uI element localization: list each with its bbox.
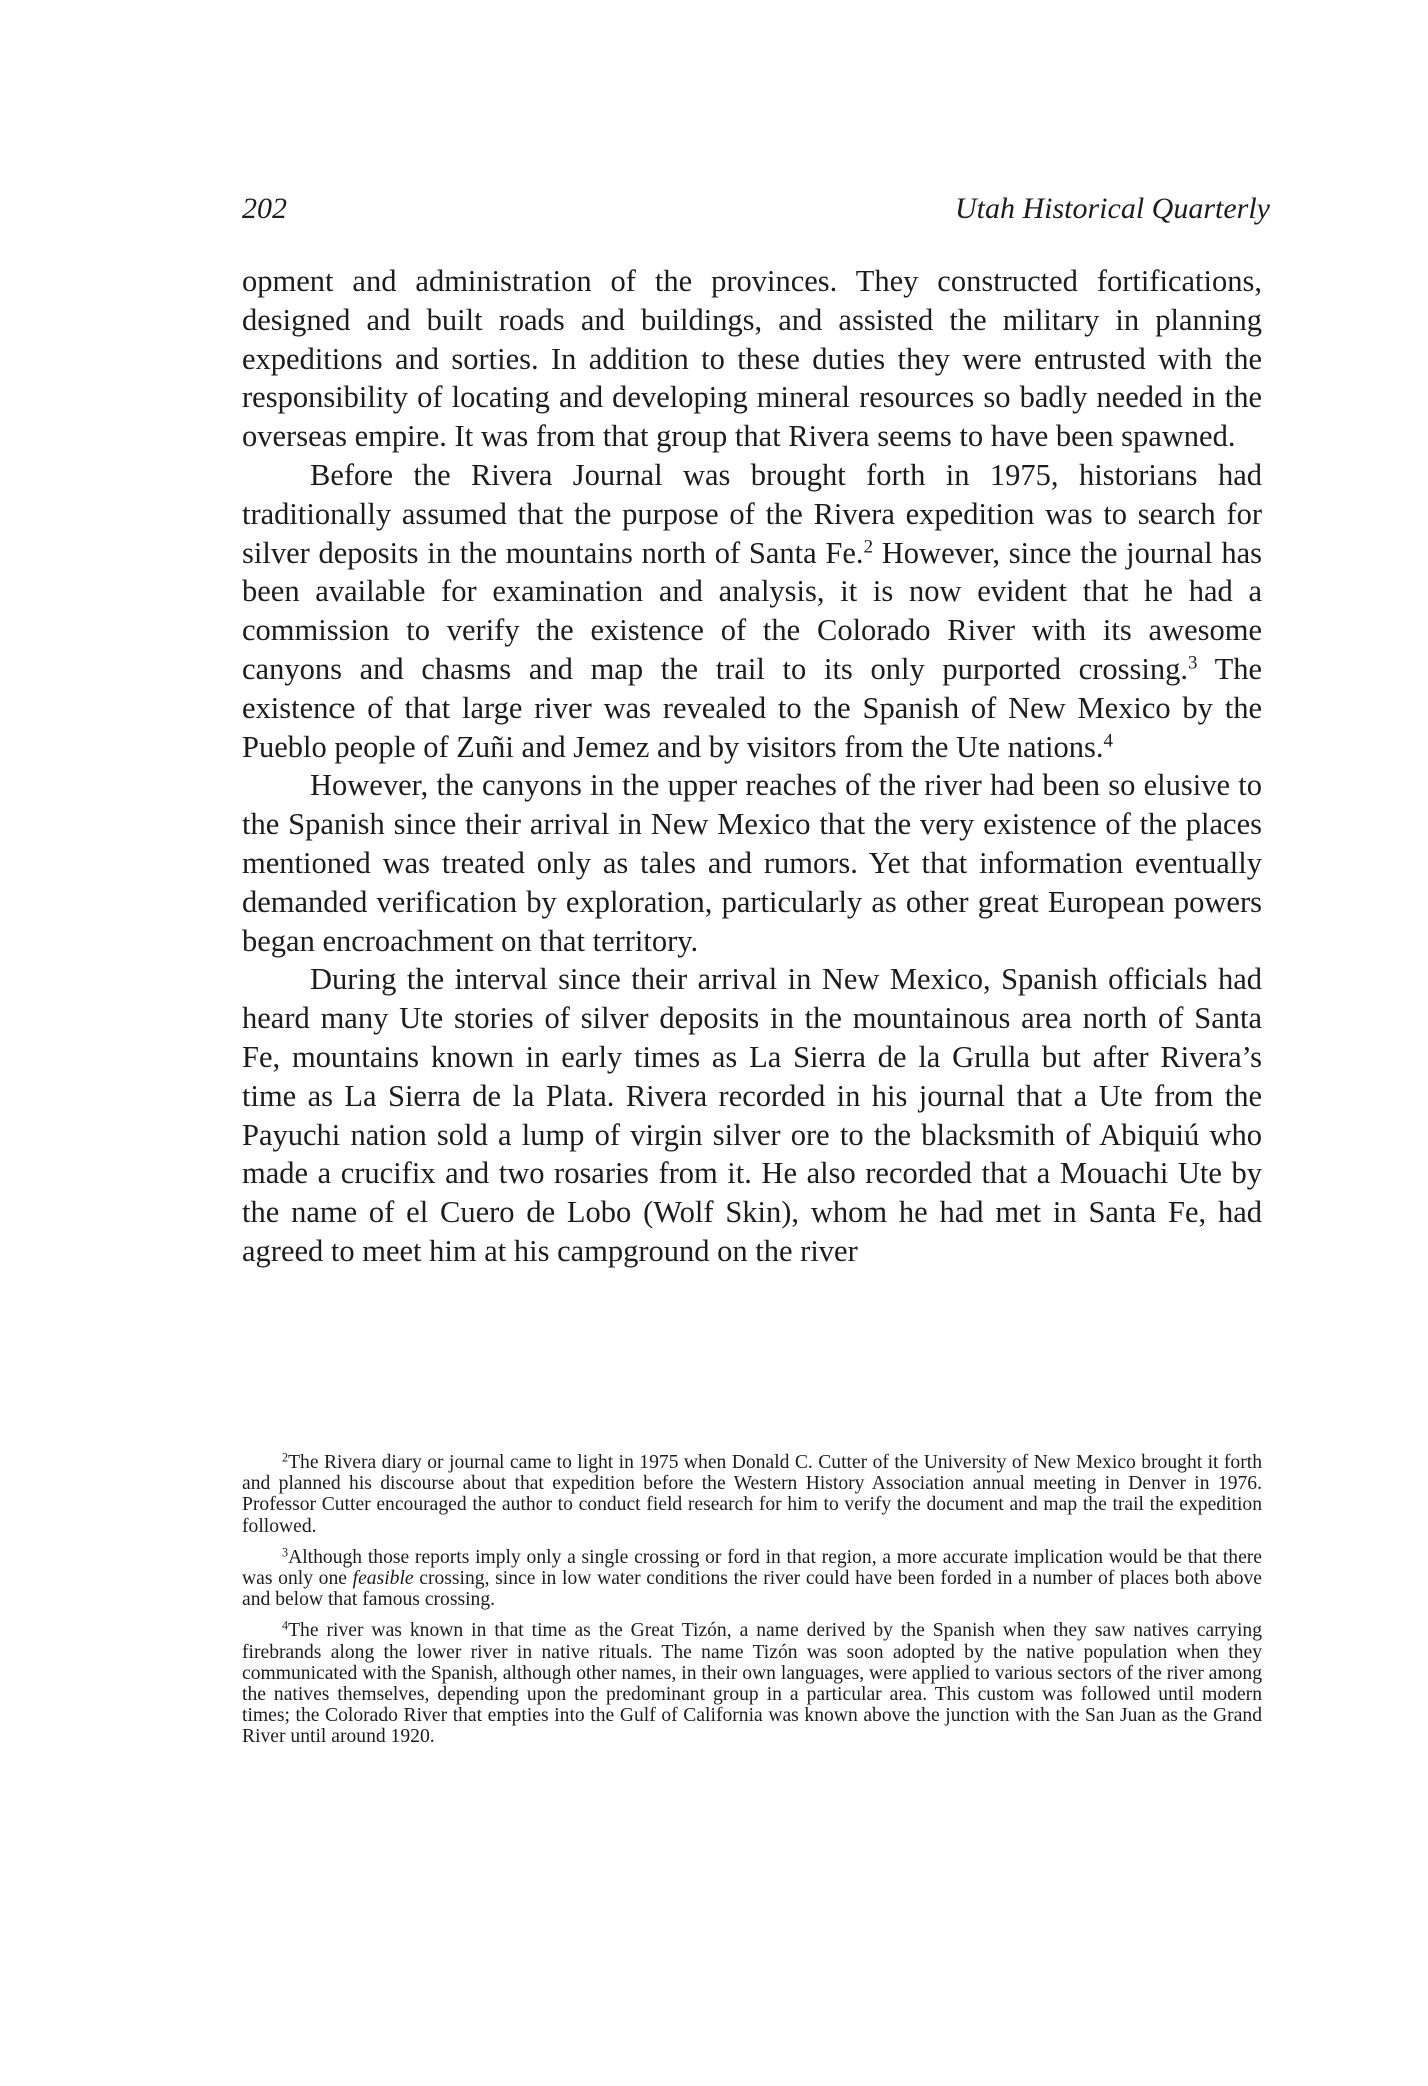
footnote-3 <box>242 1547 1262 1611</box>
running-header <box>242 192 1270 238</box>
paragraph-2-text-a: Before the Rivera Journal was brought forth in 1975, historians had traditionally assumed that the purpose of the Rivera expedition was to search for silver deposits in the mountains north of Santa Fe. <box>242 457 1262 570</box>
page-number: 202 <box>242 192 287 225</box>
footnote-3-mark: 3 <box>282 1545 289 1560</box>
footnote-3-text-a: Although those reports imply only a single crossing or ford in that region, a more accurate implication would be that there was only one <box>242 1546 1262 1590</box>
footnote-4-text: The river was known in that time as the Great Tizón, a name derived by the Spanish when they saw natives carrying firebrands along the lower river in native rituals. The name Tizón was soon adopted by the native population when they communicated with the Spanish, although other names, in their own languages, were applied to various sectors of the river among the natives themselves, depending upon the predominant group in a particular area. This custom was followed until modern times; the Colorado River that empties into the Gulf of California was known above the junction with the San Juan as the Grand River until around 1920. <box>242 1620 1262 1748</box>
paragraph-4: During the interval since their arrival in New Mexico, Spanish officials had heard many Ute stories of silver deposits in the mountainous area north of Santa Fe, mountains known in early times as La Sierra de la Grulla but after Rivera’s time as La Sierra de la Plata. Rivera recorded in his journal that a Ute from the Payuchi nation sold a lump of virgin silver ore to the blacksmith of Abiquiú who made a crucifix and two rosaries from it. He also recorded that a Mouachi Ute by the name of el Cuero de Lobo (Wolf Skin), whom he had met in Santa Fe, had agreed to meet him at his campground on the river <box>242 962 1262 1268</box>
footnotes <box>242 1452 1262 1758</box>
body-text <box>242 262 1262 1271</box>
footnote-4 <box>242 1620 1262 1747</box>
footnote-4-mark: 4 <box>282 1618 289 1633</box>
footnote-3-emphasis: feasible <box>352 1568 414 1590</box>
journal-title: Utah Historical Quarterly <box>955 192 1270 225</box>
footnote-2-text: The Rivera diary or journal came to light in 1975 when Donald C. Cutter of the University of New Mexico brought it forth and planned his discourse about that expedition before the Western History Association annual meeting in Denver in 1976. Professor Cutter encouraged the author to conduct field research for him to verify the document and map the trail the expedition followed. <box>242 1452 1262 1537</box>
footnote-ref-3: 3 <box>1187 652 1198 674</box>
footnote-2 <box>242 1452 1262 1537</box>
paragraph-1: opment and administration of the provinces. They constructed fortifications, designed and built roads and buildings, and assisted the military in planning expeditions and sorties. In addition to these duties they were entrusted with the responsibility of locating and developing mineral resources so badly needed in the overseas empire. It was from that group that Rivera seems to have been spawned. <box>242 264 1262 454</box>
paragraph-3: However, the canyons in the upper reaches of the river had been so elusive to the Spanish since their arrival in New Mexico that the very existence of the places mentioned was treated only as tales and rumors. Yet that information eventually demanded verification by exploration, particularly as other great European powers began encroachment on that territory. <box>242 768 1262 958</box>
paragraph-2-text-b: However, since the journal has been available for examination and analysis, it is now evident that he had a commission to verify the existence of the Colorado River with its awesome canyons and chasms and map the trail to its only purported crossing. <box>242 535 1262 686</box>
footnote-ref-4: 4 <box>1103 730 1113 752</box>
footnote-2-mark: 2 <box>282 1450 289 1465</box>
paragraph-2-text-c: The existence of that large river was revealed to the Spanish of New Mexico by the Pueblo people of Zuñi and Jemez and by visitors from the Ute nations. <box>242 651 1262 764</box>
paragraph-2 <box>242 456 1262 766</box>
footnote-ref-2: 2 <box>863 536 874 558</box>
footnote-3-text-b: crossing, since in low water conditions the river could have been forded in a number of places both above and below that famous crossing. <box>242 1568 1262 1611</box>
